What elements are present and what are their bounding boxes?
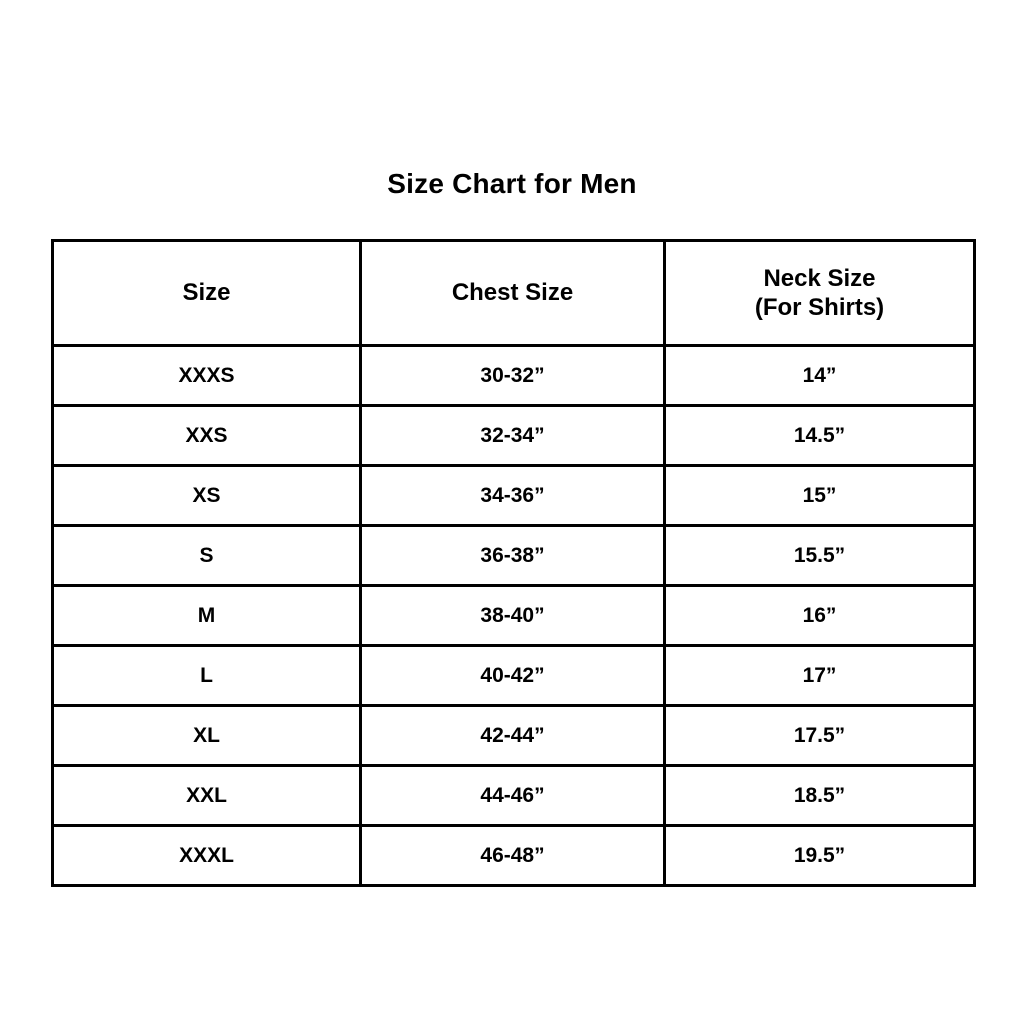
cell-size: L [53,646,361,706]
table-row [53,466,975,526]
table-body [53,346,975,886]
cell-chest: 36-38” [361,526,665,586]
table-row [53,406,975,466]
table-row [53,346,975,406]
column-header-neck [665,241,975,346]
table-header [53,241,975,346]
cell-size: S [53,526,361,586]
table-row [53,826,975,886]
cell-chest: 34-36” [361,466,665,526]
column-header-size-label: Size [182,279,231,307]
cell-neck: 15” [665,466,975,526]
column-header-chest-label: Chest Size [451,279,574,307]
page-title: Size Chart for Men [387,168,637,199]
size-chart-table [51,239,976,887]
table-row [53,526,975,586]
cell-neck: 17” [665,646,975,706]
cell-chest: 44-46” [361,766,665,826]
column-header-chest [361,241,665,346]
cell-neck: 19.5” [665,826,975,886]
cell-neck: 17.5” [665,706,975,766]
table-header-row [53,241,975,346]
cell-neck: 16” [665,586,975,646]
cell-size: XXL [53,766,361,826]
cell-size: XL [53,706,361,766]
cell-size: XXS [53,406,361,466]
cell-neck: 18.5” [665,766,975,826]
cell-chest: 40-42” [361,646,665,706]
cell-chest: 46-48” [361,826,665,886]
cell-size: XXXL [53,826,361,886]
table-row [53,586,975,646]
table-row [53,766,975,826]
column-header-size [53,241,361,346]
cell-size: XS [53,466,361,526]
cell-size: M [53,586,361,646]
cell-neck: 15.5” [665,526,975,586]
cell-neck: 14.5” [665,406,975,466]
table-row [53,706,975,766]
column-header-neck-label: Neck Size [763,264,876,292]
cell-chest: 42-44” [361,706,665,766]
cell-chest: 32-34” [361,406,665,466]
cell-neck: 14” [665,346,975,406]
cell-chest: 30-32” [361,346,665,406]
cell-size: XXXS [53,346,361,406]
size-chart-table-container [51,239,973,887]
cell-chest: 38-40” [361,586,665,646]
column-header-neck-sublabel: (For Shirts) [754,294,885,321]
table-row [53,646,975,706]
